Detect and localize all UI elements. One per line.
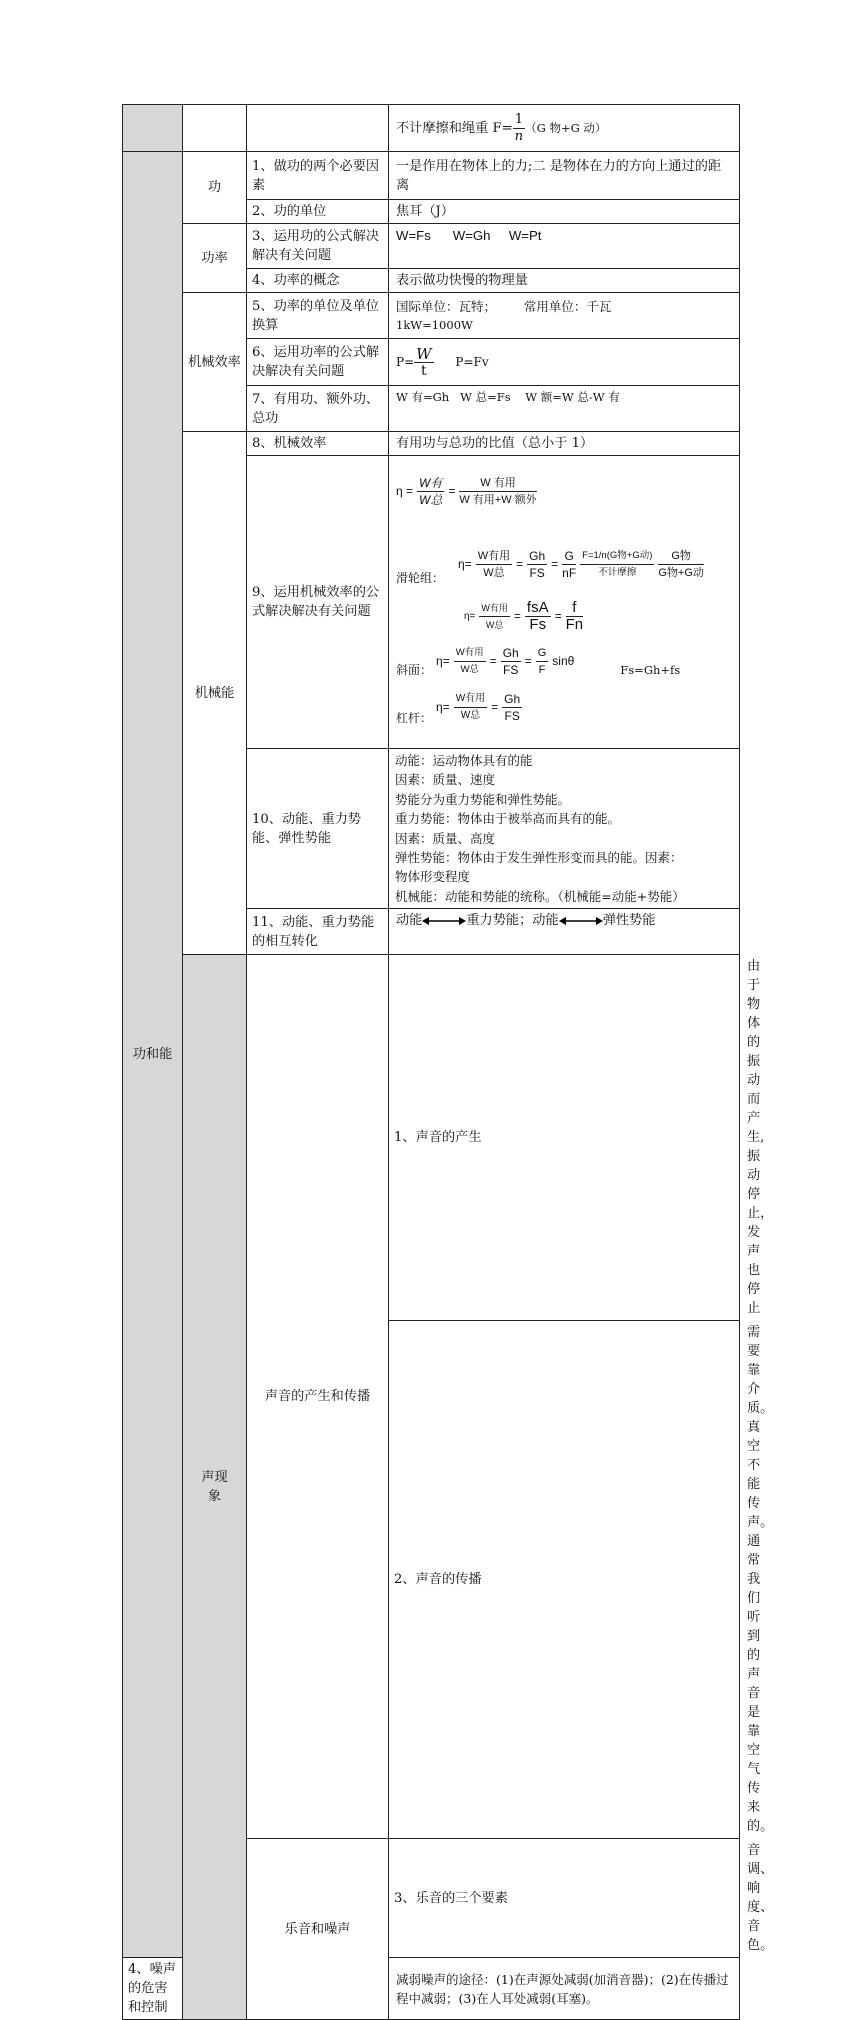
fraction-numerator: W有 [419, 475, 443, 490]
item-label: 2、声音的传播 [389, 1321, 740, 1839]
fraction-denominator: W总 [460, 663, 479, 675]
fraction-denominator: 不计摩擦 [598, 566, 637, 578]
fraction-denominator: FS [503, 662, 519, 677]
efficiency-general-formula [396, 464, 732, 518]
item-label: 8、机械效率 [247, 432, 389, 456]
item-label: 11、动能、重力势能的相互转化 [247, 909, 389, 955]
eta-symbol: η= [436, 653, 450, 668]
fraction-numerator: G [536, 645, 549, 662]
content-line: 因素：质量、高度 [395, 830, 496, 846]
incline-label: 斜面： [396, 663, 433, 677]
equals-sign: = [513, 608, 521, 623]
fraction-denominator: t [421, 362, 427, 379]
fraction-denominator: W总 [460, 709, 481, 721]
table-row: 声现象 声音的产生和传播 1、声音的产生 由于物体的振动而产生,振动停止，发声也停止 [123, 955, 740, 1321]
content-cell [389, 339, 740, 386]
fraction [476, 548, 512, 581]
content-cell: W=Fs W=Gh W=Pt [389, 224, 740, 269]
formula-text: P=Fv [455, 354, 489, 369]
subsection-cell-empty [183, 105, 247, 152]
fraction [501, 645, 521, 678]
fraction-denominator: W总 [419, 492, 443, 507]
item-label: 2、功的单位 [247, 200, 389, 224]
fraction [580, 548, 654, 581]
content-cell: 一是作用在物体上的力;二 是物体在力的方向上通过的距离 [389, 152, 740, 200]
content-cell: W 有=Gh W 总=Fs W 额=W 总-W 有 [389, 386, 740, 432]
pulley-horizontal-formula [464, 596, 732, 636]
item-cell-empty [247, 105, 389, 152]
fraction-denominator: W总 [483, 566, 505, 579]
equals-sign: = [448, 483, 456, 498]
equals-sign: = [516, 556, 524, 571]
table-row [123, 224, 740, 269]
content-line: 重力势能：物体由于被举高而具有的能。 [395, 811, 621, 827]
energy-elastic: 弹性势能 [602, 913, 656, 928]
subsection-label: 机械效率 [183, 293, 247, 432]
fraction [502, 691, 522, 724]
item-label: 5、功率的单位及单位换算 [247, 293, 389, 339]
content-cell [389, 909, 740, 955]
eta-symbol: η = [396, 483, 414, 498]
equals-sign: = [491, 699, 499, 714]
table-row [123, 432, 740, 456]
fraction-numerator: F=1/n(G物+G动) [580, 548, 654, 565]
equals-sign: = [554, 608, 562, 623]
item-label: 4、功率的概念 [247, 269, 389, 293]
fraction-denominator: Fs [529, 615, 547, 633]
fraction [525, 600, 551, 633]
lever-label: 杠杆： [396, 711, 433, 725]
content-cell: 有用功与总功的比值（总小于 1） [389, 432, 740, 456]
table-row [123, 293, 740, 339]
content-cell [389, 749, 740, 909]
table-row [123, 105, 740, 152]
fraction-numerator: Gh [529, 548, 546, 563]
subsection-label: 声音的产生和传播 [247, 955, 389, 1839]
fraction-numerator: Gh [504, 691, 521, 706]
incline-formula [396, 642, 732, 680]
fraction-numerator: W有用 [476, 548, 512, 565]
content-line: 国际单位：瓦特； 常用单位：千瓦 [396, 298, 612, 314]
fraction-denominator: G物+G动 [658, 566, 704, 579]
fraction [454, 645, 486, 678]
formula-text: P= [396, 354, 415, 369]
fraction-denominator: Fn [565, 615, 584, 633]
section-label: 功和能 [123, 152, 183, 1958]
eta-symbol: η= [436, 699, 450, 714]
fraction [414, 346, 433, 379]
content-cell [389, 293, 740, 339]
content-text: （G 物+G 动） [525, 120, 607, 135]
pulley-formula [396, 540, 732, 588]
eta-symbol: η= [464, 610, 476, 622]
fraction-denominator: W总 [485, 619, 504, 630]
equals-sign: = [524, 653, 532, 668]
content-line: 动能：运动物体具有的能 [395, 752, 533, 768]
content-cell: 表示做功快慢的物理量 [389, 269, 740, 293]
fraction [459, 475, 536, 508]
fraction [566, 600, 584, 633]
item-label: 9、运用机械效率的公式解决解决有关问题 [247, 456, 389, 749]
content-line: 弹性势能：物体由于发生弹性形变而具的能。因素： [395, 849, 683, 865]
fraction-numerator: G [562, 548, 576, 565]
fraction [658, 548, 704, 581]
fraction-denominator: FS [529, 565, 545, 580]
subsection-label: 机械能 [183, 432, 247, 955]
equals-sign: = [551, 556, 559, 571]
content-line: 势能分为重力势能和弹性势能。 [395, 791, 571, 807]
table-row: 2、声音的传播 需要靠介质。真空不能传声。通常我们听到的声音是靠空气传来的。 [123, 1321, 740, 1839]
fraction-denominator: nF [562, 565, 577, 580]
content-line: 因素：质量、速度 [395, 772, 496, 788]
double-arrow-icon [422, 916, 466, 926]
incline-force-formula: Fs=Gh+fs [620, 663, 681, 677]
energy-potential: 重力势能；动能 [466, 913, 559, 928]
fraction-denominator: W 有用+W 额外 [459, 493, 537, 506]
subsection-label: 功 [183, 152, 247, 224]
lever-formula [396, 686, 732, 728]
content-cell [389, 105, 740, 152]
sine-term: sinθ [552, 653, 575, 668]
fraction [454, 691, 487, 724]
fraction [479, 600, 510, 633]
eta-symbol: η= [458, 556, 472, 571]
formula-cell [389, 456, 740, 749]
item-label: 6、运用功率的公式解决解决有关问题 [247, 339, 389, 386]
item-label: 3、运用功的公式解决解决有关问题 [247, 224, 389, 269]
content-line: 1kW=1000W [396, 317, 473, 332]
item-label: 3、乐音的三个要素 [389, 1839, 740, 1958]
equals-sign: = [489, 653, 497, 668]
content-text: 不计摩擦和绳重 F= [396, 120, 513, 136]
fraction-numerator: W 有用 [459, 475, 536, 492]
fraction [513, 112, 525, 145]
fraction-numerator: G物 [658, 548, 704, 565]
fraction-numerator: Gh [502, 645, 519, 660]
fraction-denominator: n [514, 128, 524, 144]
content-line: 机械能：动能和势能的统称。（机械能=动能+势能） [395, 888, 685, 904]
fraction [562, 548, 576, 581]
fraction-numerator: W [416, 344, 432, 363]
double-arrow-icon [559, 916, 603, 926]
knowledge-table [122, 104, 774, 2020]
item-label: 7、有用功、额外功、总功 [247, 386, 389, 432]
fraction [417, 475, 444, 508]
content-line: 物体形变程度 [395, 869, 471, 885]
fraction-numerator: W有用 [454, 691, 487, 708]
fraction-numerator: W有用 [454, 645, 486, 662]
section-label: 声现象 [183, 955, 247, 2020]
content-cell: 焦耳（J） [389, 200, 740, 224]
item-label: 1、做功的两个必要因素 [247, 152, 389, 200]
table-row [123, 152, 740, 200]
subsection-label: 乐音和噪声 [247, 1839, 389, 2020]
fraction [527, 548, 547, 581]
pulley-label: 滑轮组： [396, 571, 445, 585]
fraction-numerator: 1 [514, 111, 524, 127]
subsection-label: 功率 [183, 224, 247, 293]
table-row: 乐音和噪声 3、乐音的三个要素 音调、响度、音色。 [123, 1839, 740, 1958]
content-cell: 减弱噪声的途径：(1)在声源处减弱(加消音器)；(2)在传播过程中减弱；(3)在人耳处减弱(耳塞)。 [389, 1958, 740, 2020]
energy-kinetic: 动能 [396, 913, 423, 928]
fraction-numerator: fsA [526, 598, 549, 616]
fraction-denominator: F [538, 663, 546, 676]
fraction [536, 645, 549, 678]
item-label: 4、噪声的危害和控制 [123, 1958, 183, 2020]
fraction-numerator: f [566, 600, 584, 617]
section-cell-empty [123, 105, 183, 152]
knowledge-table-page [122, 104, 774, 2015]
fraction-numerator: W有用 [479, 600, 510, 617]
item-label: 10、动能、重力势能、弹性势能 [247, 749, 389, 909]
fraction-denominator: FS [504, 708, 520, 723]
item-label: 1、声音的产生 [389, 955, 740, 1321]
